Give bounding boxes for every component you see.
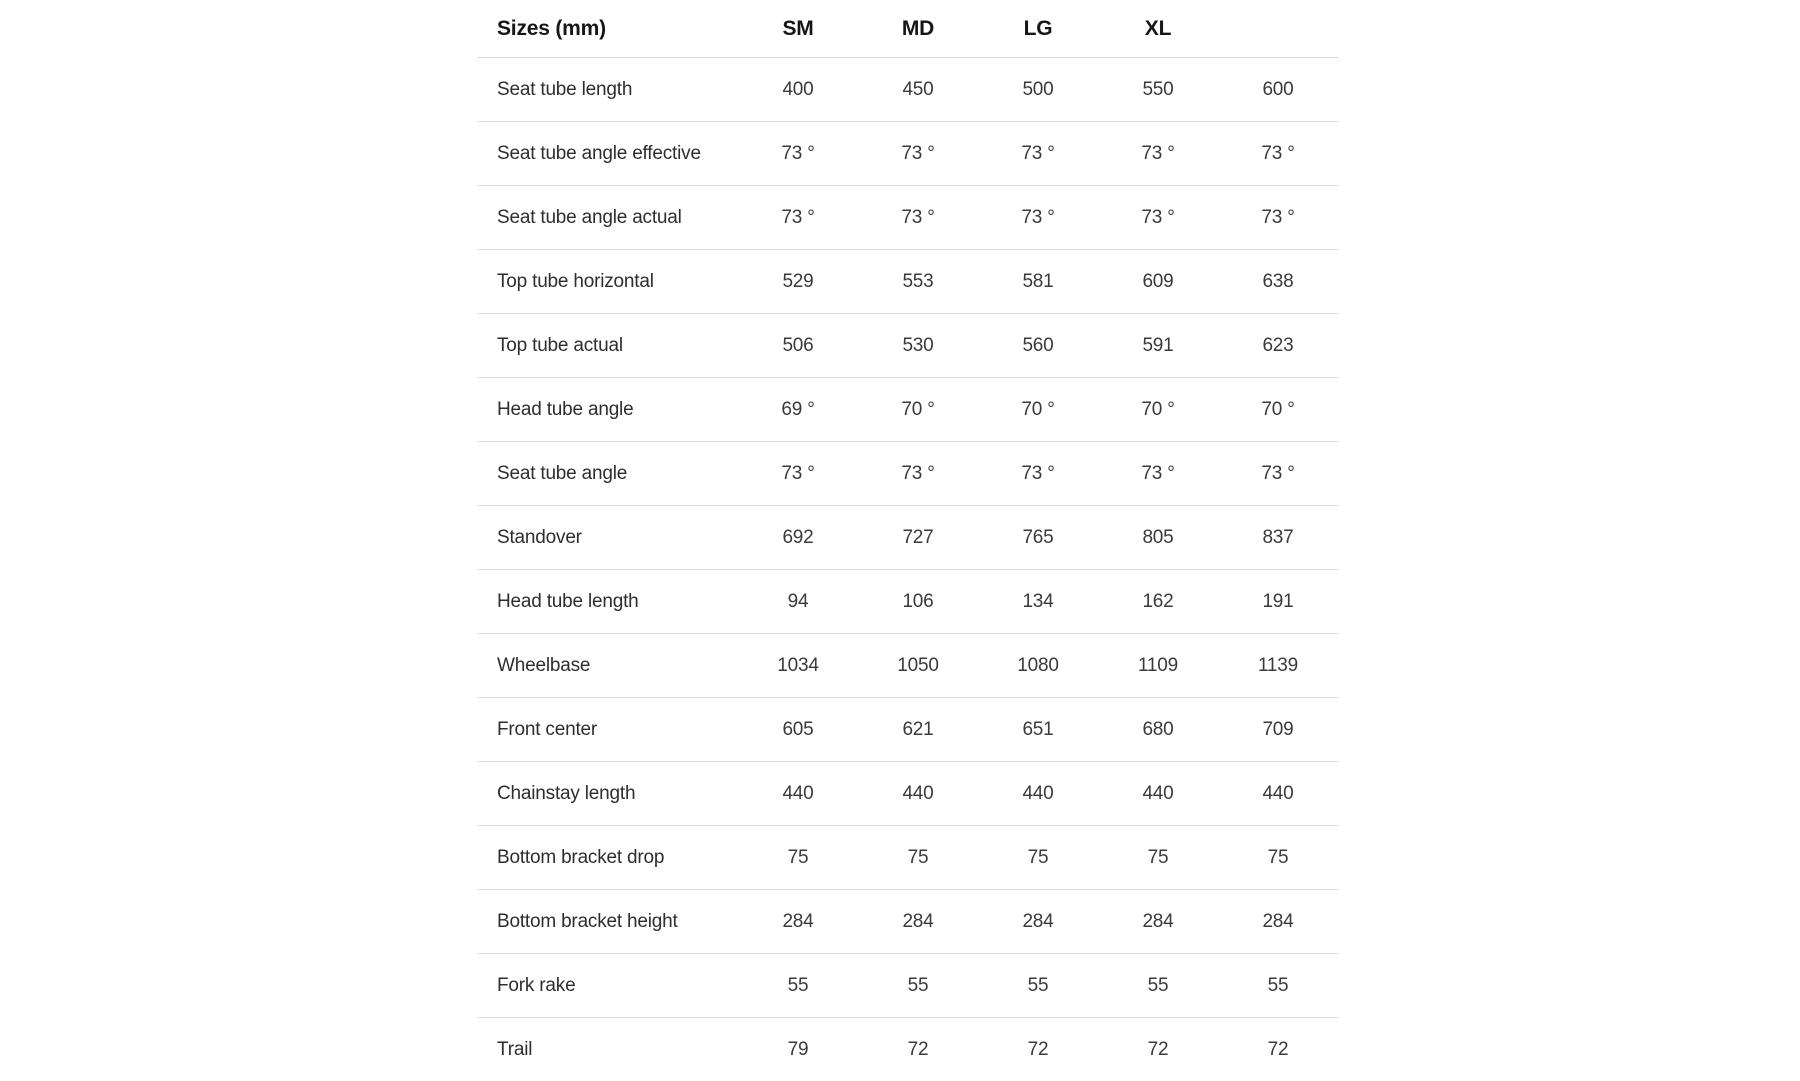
cell-value: 73 °	[1098, 186, 1218, 250]
cell-value: 94	[738, 570, 858, 634]
table-row	[478, 122, 1338, 186]
cell-value: 553	[858, 250, 978, 314]
cell-value: 106	[858, 570, 978, 634]
row-label: Trail	[478, 1018, 738, 1081]
column-header-md: MD	[858, 0, 978, 58]
column-header-empty	[1218, 0, 1338, 58]
table-row	[478, 442, 1338, 506]
table-row	[478, 186, 1338, 250]
table-row	[478, 1018, 1338, 1081]
cell-value: 440	[1098, 762, 1218, 826]
cell-value: 73 °	[858, 442, 978, 506]
cell-value: 805	[1098, 506, 1218, 570]
cell-value: 73 °	[1218, 442, 1338, 506]
cell-value: 600	[1218, 58, 1338, 122]
cell-value: 284	[978, 890, 1098, 954]
cell-value: 440	[858, 762, 978, 826]
cell-value: 134	[978, 570, 1098, 634]
cell-value: 1050	[858, 634, 978, 698]
cell-value: 623	[1218, 314, 1338, 378]
cell-value: 191	[1218, 570, 1338, 634]
cell-value: 70 °	[858, 378, 978, 442]
column-header-lg: LG	[978, 0, 1098, 58]
cell-value: 680	[1098, 698, 1218, 762]
row-label: Chainstay length	[478, 762, 738, 826]
column-header-xl: XL	[1098, 0, 1218, 58]
cell-value: 75	[738, 826, 858, 890]
table-body	[478, 58, 1338, 1081]
table-row	[478, 762, 1338, 826]
cell-value: 506	[738, 314, 858, 378]
table-row	[478, 378, 1338, 442]
cell-value: 72	[1098, 1018, 1218, 1081]
geometry-table-container	[478, 0, 1338, 1081]
row-label: Seat tube angle actual	[478, 186, 738, 250]
table-row	[478, 314, 1338, 378]
row-label: Head tube angle	[478, 378, 738, 442]
cell-value: 440	[1218, 762, 1338, 826]
row-label: Wheelbase	[478, 634, 738, 698]
cell-value: 73 °	[738, 442, 858, 506]
cell-value: 55	[1218, 954, 1338, 1018]
cell-value: 709	[1218, 698, 1338, 762]
row-label: Seat tube length	[478, 58, 738, 122]
cell-value: 55	[858, 954, 978, 1018]
cell-value: 73 °	[978, 186, 1098, 250]
row-label: Top tube horizontal	[478, 250, 738, 314]
cell-value: 1109	[1098, 634, 1218, 698]
row-label: Seat tube angle effective	[478, 122, 738, 186]
cell-value: 73 °	[1218, 186, 1338, 250]
cell-value: 692	[738, 506, 858, 570]
table-row	[478, 250, 1338, 314]
cell-value: 560	[978, 314, 1098, 378]
cell-value: 651	[978, 698, 1098, 762]
row-label: Bottom bracket height	[478, 890, 738, 954]
cell-value: 72	[1218, 1018, 1338, 1081]
cell-value: 621	[858, 698, 978, 762]
cell-value: 400	[738, 58, 858, 122]
cell-value: 450	[858, 58, 978, 122]
row-label: Bottom bracket drop	[478, 826, 738, 890]
column-header-sm: SM	[738, 0, 858, 58]
geometry-table	[478, 0, 1338, 1081]
cell-value: 73 °	[1098, 442, 1218, 506]
cell-value: 440	[738, 762, 858, 826]
cell-value: 70 °	[978, 378, 1098, 442]
table-row	[478, 570, 1338, 634]
row-label: Front center	[478, 698, 738, 762]
row-label: Head tube length	[478, 570, 738, 634]
cell-value: 284	[1098, 890, 1218, 954]
cell-value: 837	[1218, 506, 1338, 570]
cell-value: 75	[1098, 826, 1218, 890]
row-label: Seat tube angle	[478, 442, 738, 506]
cell-value: 609	[1098, 250, 1218, 314]
cell-value: 284	[738, 890, 858, 954]
cell-value: 69 °	[738, 378, 858, 442]
cell-value: 284	[1218, 890, 1338, 954]
cell-value: 284	[858, 890, 978, 954]
cell-value: 75	[978, 826, 1098, 890]
cell-value: 727	[858, 506, 978, 570]
cell-value: 73 °	[858, 186, 978, 250]
cell-value: 55	[1098, 954, 1218, 1018]
row-label: Standover	[478, 506, 738, 570]
cell-value: 73 °	[858, 122, 978, 186]
cell-value: 530	[858, 314, 978, 378]
cell-value: 605	[738, 698, 858, 762]
cell-value: 79	[738, 1018, 858, 1081]
cell-value: 75	[1218, 826, 1338, 890]
cell-value: 581	[978, 250, 1098, 314]
table-title: Sizes (mm)	[478, 0, 738, 58]
cell-value: 55	[738, 954, 858, 1018]
cell-value: 440	[978, 762, 1098, 826]
table-row	[478, 506, 1338, 570]
row-label: Fork rake	[478, 954, 738, 1018]
cell-value: 73 °	[1218, 122, 1338, 186]
cell-value: 591	[1098, 314, 1218, 378]
cell-value: 73 °	[1098, 122, 1218, 186]
table-row	[478, 826, 1338, 890]
cell-value: 72	[858, 1018, 978, 1081]
table-row	[478, 954, 1338, 1018]
cell-value: 1034	[738, 634, 858, 698]
cell-value: 550	[1098, 58, 1218, 122]
cell-value: 1080	[978, 634, 1098, 698]
cell-value: 73 °	[978, 122, 1098, 186]
cell-value: 73 °	[738, 122, 858, 186]
cell-value: 162	[1098, 570, 1218, 634]
table-row	[478, 634, 1338, 698]
cell-value: 72	[978, 1018, 1098, 1081]
cell-value: 73 °	[738, 186, 858, 250]
table-row	[478, 58, 1338, 122]
cell-value: 1139	[1218, 634, 1338, 698]
cell-value: 70 °	[1218, 378, 1338, 442]
row-label: Top tube actual	[478, 314, 738, 378]
cell-value: 75	[858, 826, 978, 890]
header-row	[478, 0, 1338, 58]
cell-value: 73 °	[978, 442, 1098, 506]
cell-value: 55	[978, 954, 1098, 1018]
cell-value: 638	[1218, 250, 1338, 314]
cell-value: 70 °	[1098, 378, 1218, 442]
table-row	[478, 698, 1338, 762]
table-row	[478, 890, 1338, 954]
cell-value: 765	[978, 506, 1098, 570]
cell-value: 500	[978, 58, 1098, 122]
cell-value: 529	[738, 250, 858, 314]
table-header	[478, 0, 1338, 58]
